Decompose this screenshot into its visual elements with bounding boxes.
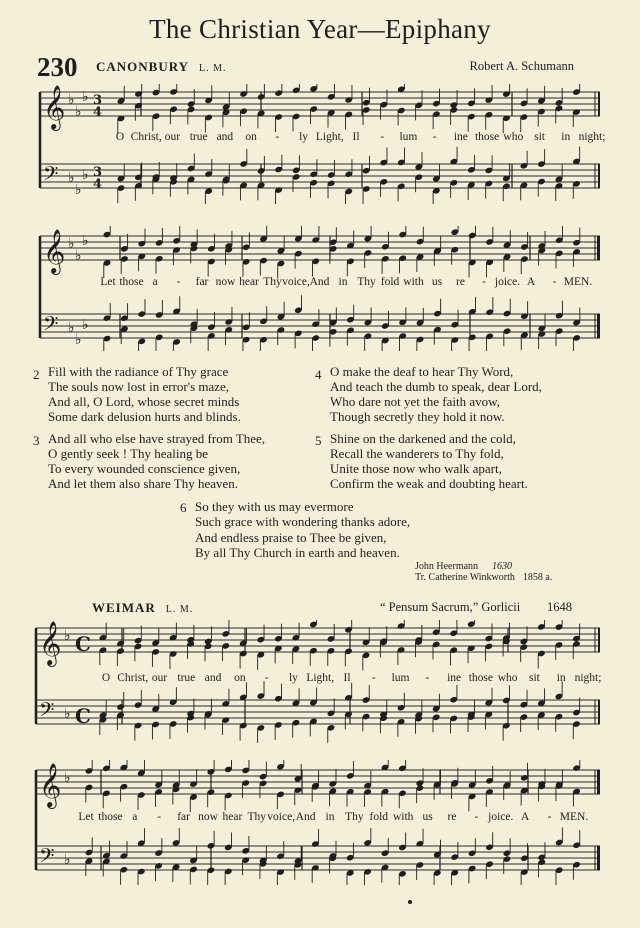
lyric-syllable: sit [534, 131, 545, 143]
lyric-syllable: far [195, 276, 209, 288]
final-barline [597, 770, 600, 794]
bass-clef: 𝄢 [43, 162, 59, 190]
lyric-syllable: A [526, 276, 536, 288]
lyric-syllable: Light, [315, 131, 344, 143]
lyric-syllable: who [503, 131, 524, 143]
lyric-syllable: fold [380, 276, 400, 288]
lyric-syllable: in [556, 672, 566, 684]
lyric-syllable: - [264, 672, 269, 684]
time-signature: 3 [93, 93, 103, 108]
tune-source: “ Pensum Sacrum,” Gorlicii [380, 600, 521, 614]
time-signature: 4 [93, 177, 103, 192]
lyric-syllable: with [403, 276, 424, 288]
tune-year: 1648 [547, 600, 572, 614]
page-title: The Christian Year—Epiphany [149, 14, 491, 44]
composer: Robert A. Schumann [469, 59, 574, 73]
verse-number: 6 [180, 500, 187, 515]
lyric-syllable: in [325, 811, 335, 823]
verse-line: The souls now lost in error's maze, [48, 379, 230, 394]
lyric-syllable: now [198, 811, 218, 823]
verse-line: So they with us may evermore [195, 499, 354, 514]
tune-name-weimar: WEIMAR L. M. [92, 600, 194, 615]
treble-clef: 𝄞 [39, 763, 62, 807]
lyric-syllable: MEN. [559, 811, 589, 823]
lyric-syllable: who [497, 672, 518, 684]
treble-clef: 𝄞 [43, 85, 66, 129]
flat-sign: ♭ [82, 317, 89, 333]
verse-line: Confirm the weak and doubting heart. [330, 476, 528, 491]
flat-sign: ♭ [75, 248, 82, 264]
lyric-syllable: ine [447, 672, 462, 684]
time-signature: C [75, 632, 91, 656]
bass-clef: 𝄢 [43, 312, 59, 340]
lyric-syllable: O [101, 672, 111, 684]
flat-sign: ♭ [68, 92, 75, 108]
verse-line: And let them also share Thy heaven. [48, 476, 239, 491]
flat-sign: ♭ [82, 89, 89, 105]
final-barline [597, 314, 600, 338]
lyric-syllable: - [371, 672, 376, 684]
flat-sign: ♭ [75, 332, 82, 348]
lyric-syllable: O [115, 131, 125, 143]
lyric-syllable: joice. [494, 276, 521, 288]
tune-meter: L. M. [199, 63, 227, 74]
lyric-syllable: Il [343, 672, 351, 684]
canonbury-lyrics-2 [0, 276, 640, 292]
verse-line: Such grace with wondering thanks adore, [195, 514, 411, 529]
treble-clef: 𝄞 [43, 229, 66, 273]
verse-line: And teach the dumb to speak, dear Lord, [330, 379, 542, 394]
verse-line: Recall the wanderers to Thy fold, [330, 446, 504, 461]
tune-meter: L. M. [165, 604, 194, 615]
verse-number: 4 [315, 367, 322, 382]
weimar-lyrics-1 [0, 672, 640, 688]
lyric-syllable: - [380, 131, 385, 143]
flat-sign: ♭ [82, 233, 89, 249]
verse-line: O gently seek ! Thy healing be [48, 446, 209, 461]
lyric-syllable: fold [369, 811, 389, 823]
final-barline [597, 846, 600, 870]
flat-sign: ♭ [64, 852, 71, 868]
lyric-syllable: Christ, [130, 131, 162, 143]
lyric-syllable: ly [288, 672, 298, 684]
verse-line: Who dare not yet the faith avow, [330, 394, 500, 409]
final-barline [597, 236, 600, 260]
flat-sign: ♭ [68, 320, 75, 336]
lyric-syllable: us [431, 276, 443, 288]
lyric-syllable: on [245, 131, 257, 143]
verse-line: By all Thy Church in earth and heaven. [195, 545, 400, 560]
lyric-syllable: those [468, 672, 494, 684]
lyric-syllable: with [392, 811, 414, 823]
lyric-syllable: ly [299, 131, 309, 143]
flat-sign: ♭ [68, 170, 75, 186]
lyric-syllable: a [152, 276, 158, 288]
lyric-syllable: Thy [345, 811, 364, 823]
lyric-syllable: our [164, 131, 181, 143]
lyric-syllable: joice. [488, 811, 514, 823]
lyric-syllable: hear [239, 276, 259, 288]
lyric-syllable: lum [391, 672, 410, 684]
lyric-syllable: Il [352, 131, 360, 143]
lyric-syllable: Let [100, 276, 116, 288]
lyric-syllable: re [456, 276, 465, 288]
lyric-syllable: true [189, 131, 208, 143]
time-signature: C [75, 704, 91, 728]
lyric-syllable: voice, [267, 811, 296, 823]
flat-sign: ♭ [64, 770, 71, 786]
page-mark [408, 900, 412, 904]
lyric-syllable: - [552, 276, 557, 288]
verse-line: O make the deaf to hear Thy Word, [330, 364, 514, 379]
lyric-syllable: those [98, 811, 123, 823]
verse-line: And all who else have strayed from Thee, [48, 431, 266, 446]
verse-line: And all, O Lord, whose secret minds [48, 394, 240, 409]
lyric-syllable: - [547, 811, 552, 823]
lyric-syllable: and [204, 672, 222, 684]
lyric-syllable: Thy [247, 811, 267, 823]
verse-line: Some dark delusion hurts and blinds. [48, 409, 241, 424]
weimar-lyrics-2 [0, 811, 640, 827]
lyric-syllable: re [447, 811, 457, 823]
lyric-syllable: And [295, 811, 316, 823]
bass-clef: 𝄢 [39, 698, 55, 726]
verse-line: Though secretly they hold it now. [330, 409, 505, 424]
lyric-syllable: A [521, 811, 530, 823]
lyric-syllable: those [474, 131, 500, 143]
lyric-syllable: - [157, 811, 162, 823]
lyric-syllable: sit [529, 672, 540, 684]
flat-sign: ♭ [68, 236, 75, 252]
lyric-syllable: on [234, 672, 246, 684]
verse-line: Shine on the darkened and the cold, [330, 431, 516, 446]
flat-sign: ♭ [75, 182, 82, 198]
lyric-syllable: - [482, 276, 486, 288]
lyric-syllable: MEN. [563, 276, 593, 288]
lyric-syllable: us [422, 811, 433, 823]
lyric-syllable: now [215, 276, 236, 288]
translator-credit: Tr. Catherine Winkworth 1858 a. [415, 572, 553, 583]
lyric-syllable: Thy [263, 276, 282, 288]
lyric-syllable: - [176, 276, 181, 288]
verse-number: 3 [33, 433, 40, 448]
tune-name-canonbury: CANONBURY L. M. [96, 59, 227, 74]
verse-line: And endless praise to Thee be given, [195, 530, 387, 545]
lyric-syllable: those [119, 276, 144, 288]
lyric-syllable: Thy [357, 276, 376, 288]
lyric-syllable: voice, [282, 276, 310, 288]
lyric-syllable: night; [574, 672, 602, 684]
lyric-syllable: night; [578, 131, 606, 143]
verse-line: To every wounded conscience given, [48, 461, 241, 476]
lyric-syllable: far [177, 811, 190, 823]
lyric-syllable: and [216, 131, 234, 143]
author-credit: John Heermann 1630 [415, 561, 513, 572]
lyric-syllable: - [432, 131, 437, 143]
lyric-syllable: hear [222, 811, 243, 823]
lyric-syllable: Christ, [117, 672, 149, 684]
flat-sign: ♭ [64, 628, 71, 644]
verse-number: 2 [33, 367, 40, 382]
flat-sign: ♭ [75, 104, 82, 120]
treble-clef: 𝄞 [39, 621, 62, 665]
hymn-number: 230 [37, 52, 78, 82]
lyric-syllable: - [425, 672, 430, 684]
lyric-syllable: lum [399, 131, 418, 143]
lyric-syllable: our [151, 672, 168, 684]
lyric-syllable: And [309, 276, 330, 288]
verse-line: Fill with the radiance of Thy grace [48, 364, 229, 379]
lyric-syllable: - [474, 811, 479, 823]
lyric-syllable: ine [453, 131, 468, 143]
lyric-syllable: Let [78, 811, 94, 823]
canonbury-lyrics-1 [0, 131, 640, 147]
flat-sign: ♭ [64, 706, 71, 722]
lyric-syllable: in [338, 276, 348, 288]
lyric-syllable: a [132, 811, 138, 823]
verse-line: Unite those now who walk apart, [330, 461, 502, 476]
verse-number: 5 [315, 433, 322, 448]
bass-clef: 𝄢 [39, 844, 55, 872]
time-signature: 3 [93, 165, 103, 180]
lyric-syllable: - [275, 131, 280, 143]
time-signature: 4 [93, 105, 103, 120]
lyric-syllable: Light, [306, 672, 335, 684]
lyric-syllable: in [561, 131, 571, 143]
lyric-syllable: true [177, 672, 196, 684]
flat-sign: ♭ [82, 167, 89, 183]
